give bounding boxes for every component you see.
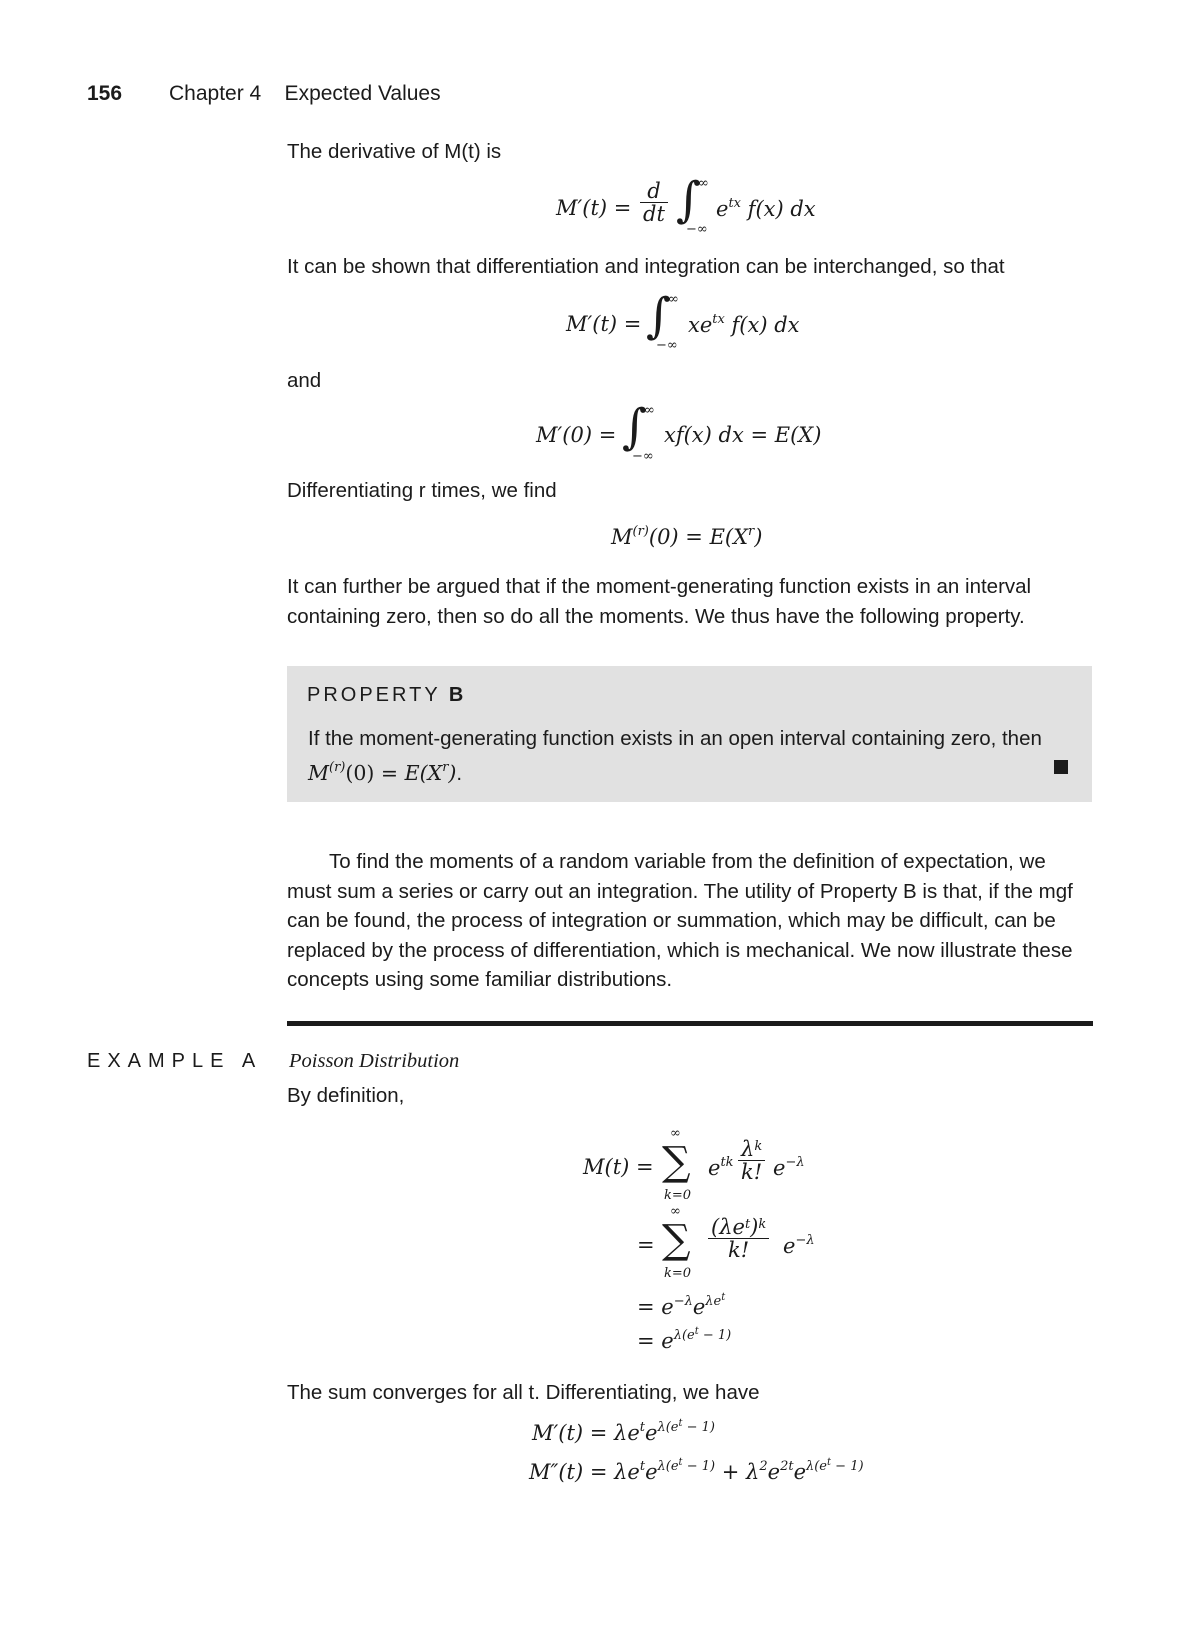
integral-lower-limit: −∞ bbox=[632, 449, 654, 464]
paragraph-differentiating-r: Differentiating r times, we find bbox=[287, 479, 557, 502]
equation-poisson-second-derivative: $M''(t) = \lambda e^te^{\lambda(e^t - 1)} + \lambda^2e^{2t}e^{\lambda(e^t - 1)}$ bbox=[529, 1457, 864, 1484]
eq2-integrand: $xe^{tx}$ f(x) dx bbox=[688, 312, 800, 337]
property-title: PROPERTY B bbox=[307, 684, 467, 706]
eq1-fraction: $\frac{d}{dt}$ bbox=[640, 180, 668, 225]
sum-line-3: = $e^{-\lambda}e^{\lambda e^t}$ bbox=[637, 1292, 726, 1319]
integral-upper-limit: ∞ bbox=[644, 403, 655, 418]
property-box bbox=[287, 666, 1092, 802]
paragraph-utility: To find the moments of a random variable from the definition of expectation, we must sum a series or carry out an integration. The utility of Property B is that, if the mgf can be found, the process of integration or summation, which may be difficult, can be replaced by the process of differentiation, which is mechanical. We now illustrate these concepts using some familiar distributions. bbox=[287, 850, 1073, 991]
sum1-term: $e^{tk}$ bbox=[708, 1155, 734, 1180]
paragraph-interchange: It can be shown that differentiation and integration can be interchanged, so that bbox=[287, 255, 1005, 278]
paragraph-and: and bbox=[287, 369, 322, 392]
integral-sign: ∫ bbox=[622, 399, 648, 455]
equals-sign: = bbox=[637, 1233, 655, 1257]
sum2-exp: $e^{-\lambda}$ bbox=[783, 1233, 815, 1258]
sum1-exp: $e^{-\lambda}$ bbox=[773, 1155, 805, 1180]
eq3-rhs: xf(x) dx = E(X) bbox=[664, 423, 822, 447]
paragraph-moments-exist: It can further be argued that if the moment-generating function exists in an interval containing zero, then so do all the moments. We thus have the following property. bbox=[287, 575, 1032, 628]
summation-sign: ∑ bbox=[662, 1139, 691, 1185]
end-of-proof-square bbox=[1054, 760, 1068, 774]
eq1-lhs: M′(t) = bbox=[556, 196, 632, 220]
chapter-title: Chapter 4 Expected Values bbox=[169, 82, 441, 105]
sum-lhs: M(t) = bbox=[583, 1155, 654, 1179]
example-label: EXAMPLE A bbox=[87, 1050, 263, 1072]
page-number: 156 bbox=[87, 82, 123, 105]
example-title: Poisson Distribution bbox=[289, 1050, 460, 1072]
integral-lower-limit: −∞ bbox=[656, 338, 678, 353]
example-divider bbox=[287, 1021, 1093, 1026]
example-intro: By definition, bbox=[287, 1084, 405, 1107]
sum1-fraction: $\frac{\lambda^k}{k!}$ bbox=[738, 1136, 765, 1183]
sum-lower-limit: k=0 bbox=[664, 1188, 692, 1203]
summation-sign: ∑ bbox=[662, 1217, 691, 1263]
sum2-fraction: $(\lambda e^t)^k$ k! bbox=[708, 1214, 769, 1261]
paragraph-derivative-intro: The derivative of M(t) is bbox=[287, 140, 502, 163]
eq2-lhs: M′(t) = bbox=[566, 312, 642, 336]
eq3-lhs: M′(0) = bbox=[536, 423, 617, 447]
integral-lower-limit: −∞ bbox=[686, 222, 708, 237]
sum-line-4: = $e^{\lambda(e^t - 1)}$ bbox=[637, 1326, 732, 1353]
property-text: If the moment-generating function exists in an open interval containing zero, then $M^{(r)}(0) = E(X^r)$. bbox=[308, 727, 1042, 785]
paragraph-sum-converges: The sum converges for all t. Differentiating, we have bbox=[287, 1381, 760, 1404]
integral-sign: ∫ bbox=[646, 288, 672, 344]
sum-lower-limit: k=0 bbox=[664, 1266, 692, 1281]
equation-rth-moment: $M^{(r)}(0) = E(X^r)$ bbox=[611, 524, 763, 549]
sum-upper-limit: ∞ bbox=[670, 1126, 681, 1141]
integral-sign: ∫ bbox=[676, 172, 702, 228]
equation-poisson-first-derivative: $M'(t) = \lambda e^te^{\lambda(e^t - 1)}$ bbox=[532, 1418, 715, 1445]
eq1-integrand: $e^{tx}$ f(x) dx bbox=[716, 196, 816, 221]
integral-upper-limit: ∞ bbox=[698, 176, 709, 191]
integral-upper-limit: ∞ bbox=[668, 292, 679, 307]
sum-upper-limit: ∞ bbox=[670, 1204, 681, 1219]
running-header bbox=[169, 82, 441, 106]
